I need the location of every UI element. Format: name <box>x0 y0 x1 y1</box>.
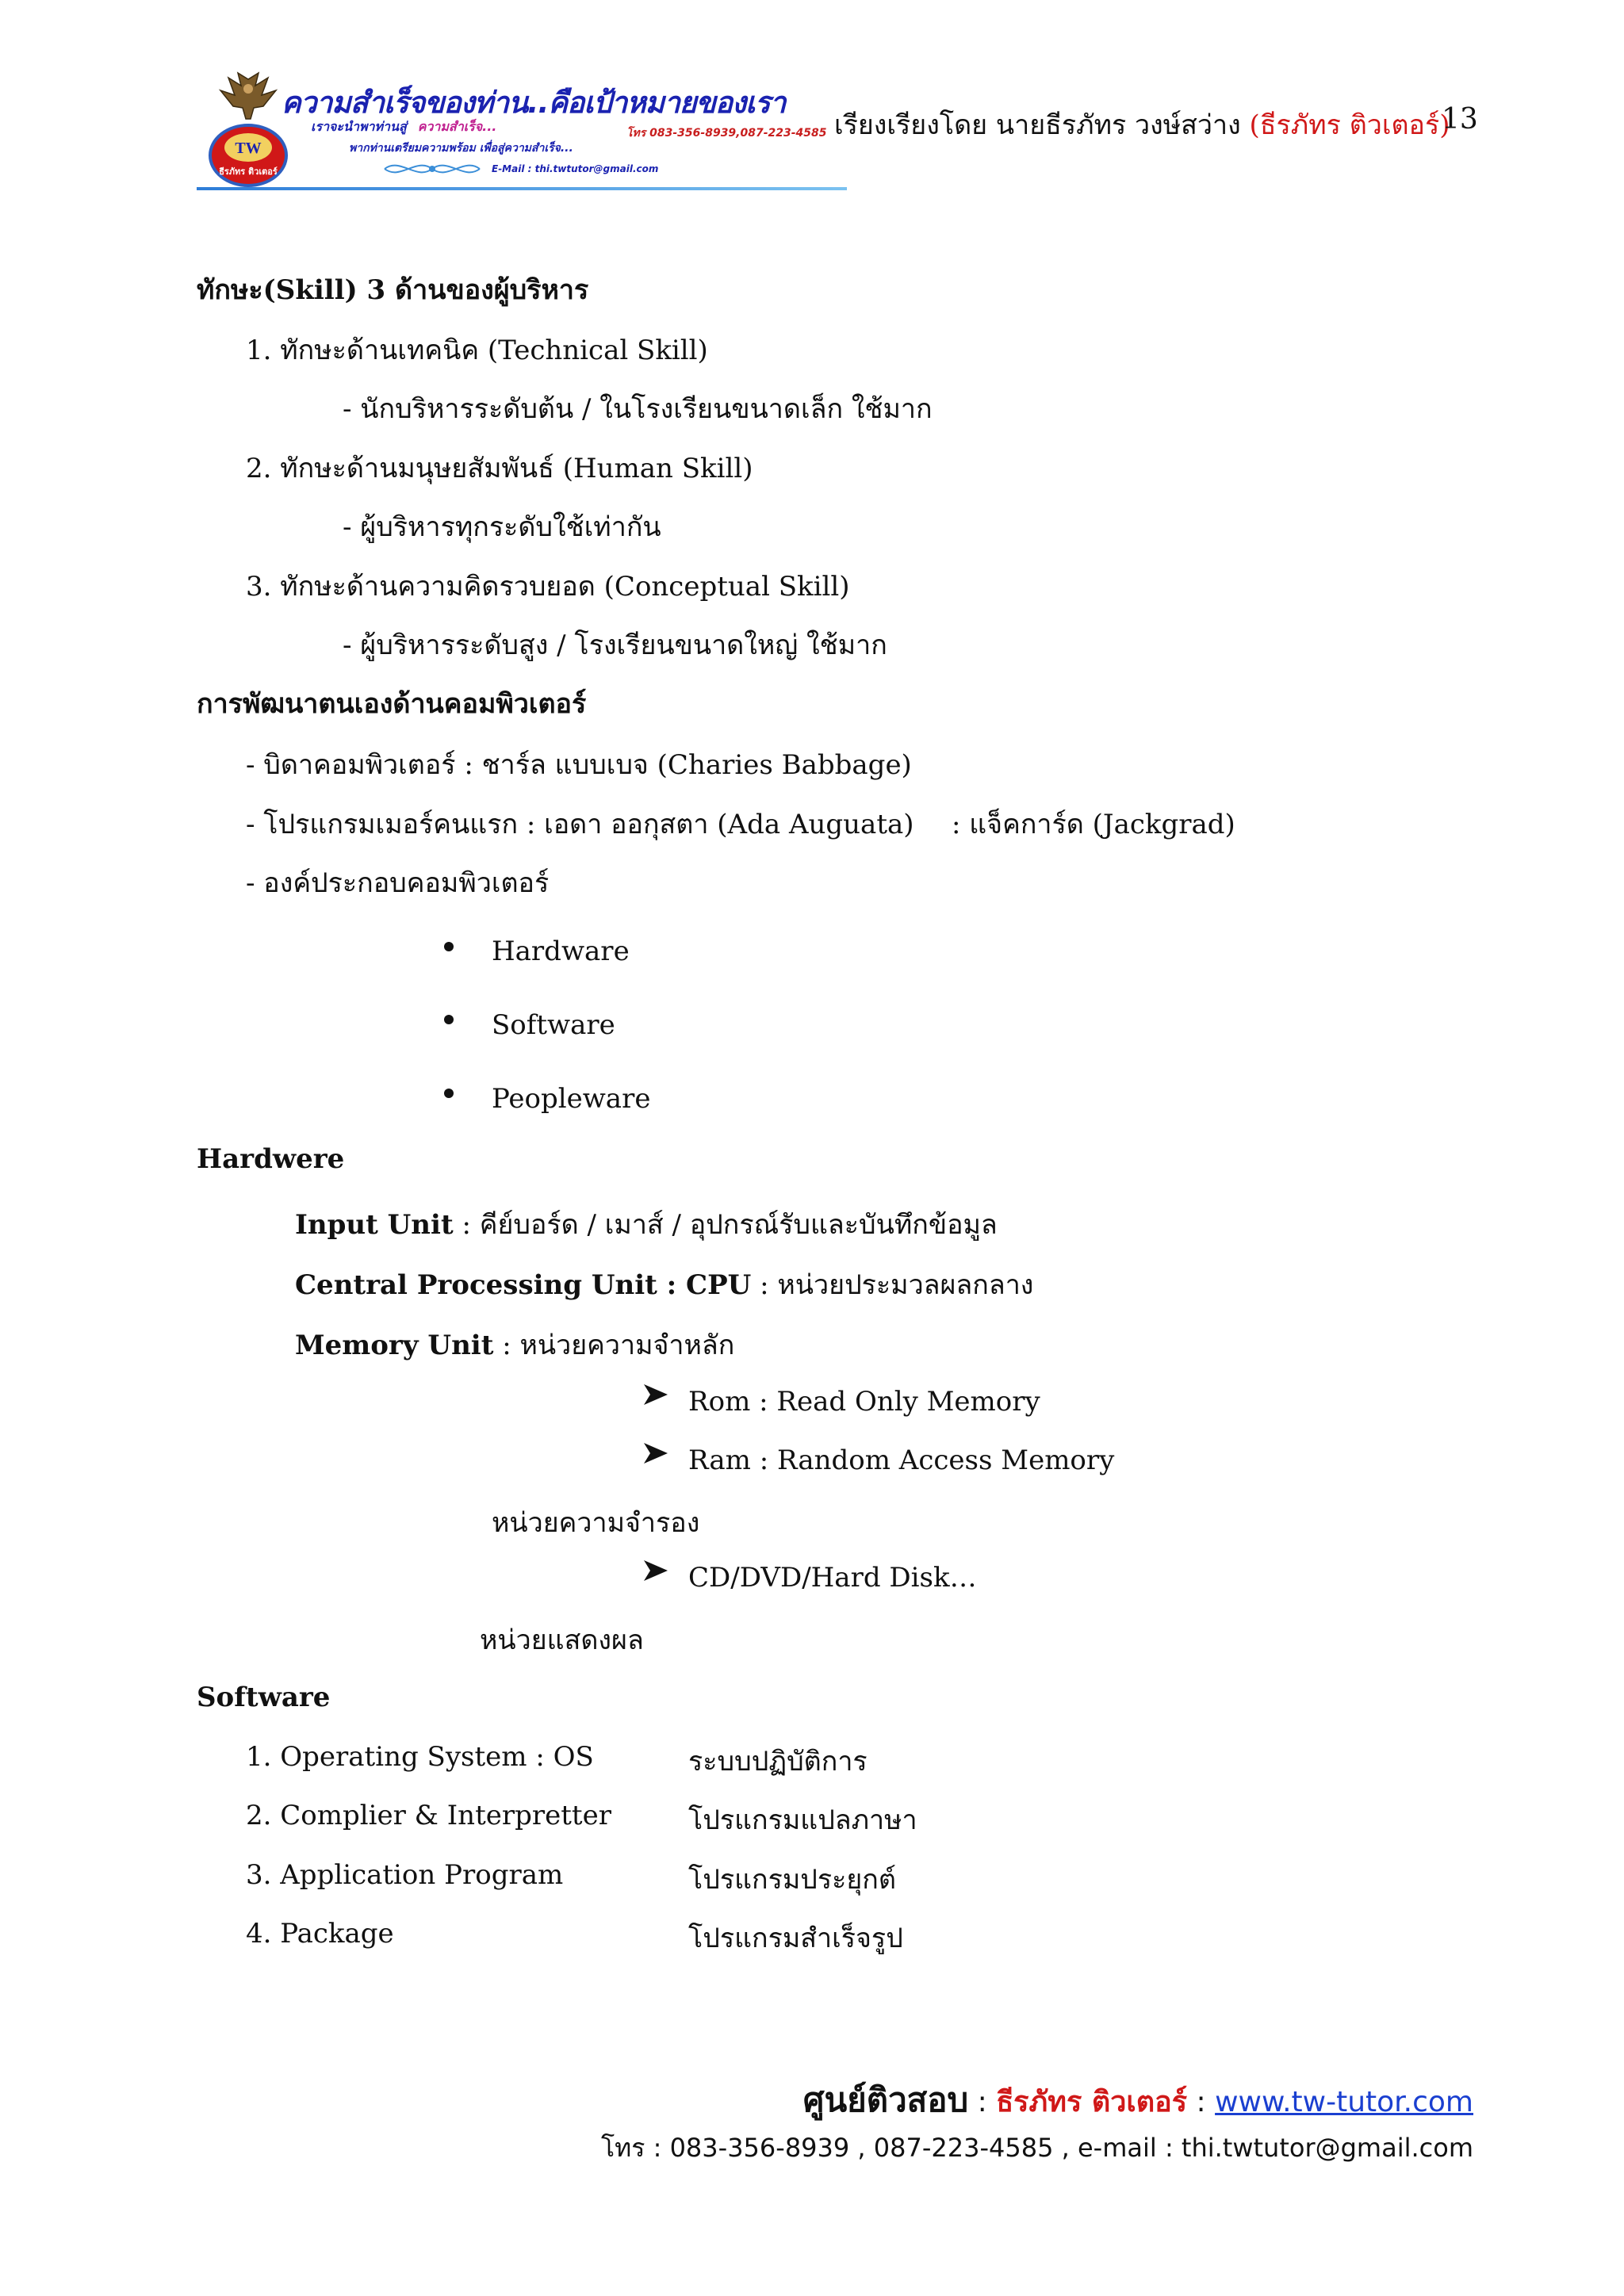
output-unit-label: หน่วยแสดงผล <box>480 1624 644 1656</box>
software-row-3-en: 3. Application Program <box>246 1859 564 1891</box>
cpu-desc: : หน่วยประมวลผลกลาง <box>751 1269 1034 1301</box>
logo-tw-text: TW <box>235 140 262 157</box>
software-heading: Software <box>197 1682 331 1713</box>
logo-caption: ธีรภัทร ติวเตอร์ <box>219 166 278 177</box>
computer-heading: การพัฒนาตนเองด้านคอมพิวเตอร์ <box>197 688 587 720</box>
software-row-2-en: 2. Complier & Interpretter <box>246 1800 611 1831</box>
computer-first-programmer: - โปรแกรมเมอร์คนแรก : เอดา ออกุสตา (Ada Auguata) <box>246 809 914 840</box>
hardware-input-unit <box>295 1203 998 1246</box>
memory-rom: Rom : Read Only Memory <box>688 1386 1040 1418</box>
hardware-cpu <box>295 1263 1033 1306</box>
component-item-1: Hardware <box>492 936 630 967</box>
computer-components-label: - องค์ประกอบคอมพิวเตอร์ <box>246 867 550 899</box>
input-unit-label: Input Unit <box>295 1209 454 1241</box>
header-divider <box>197 187 847 190</box>
skill-item-3-detail: - ผู้บริหารระดับสูง / โรงเรียนขนาดใหญ่ ใช้มาก <box>343 629 887 661</box>
page-number: 13 <box>1442 103 1478 136</box>
footer-separator-1: : <box>968 2086 997 2118</box>
software-row-3-th: โปรแกรมประยุกต์ <box>688 1864 896 1896</box>
header-email: E-Mail : thi.twtutor@gmail.com <box>492 163 659 174</box>
arrow-bullet-icon <box>642 1383 669 1406</box>
skill-item-1-detail: - นักบริหารระดับต้น / ในโรงเรียนขนาดเล็ก ใช้มาก <box>343 393 933 425</box>
header-slogan: ความสำเร็จของท่าน..คือเป้าหมายของเรา <box>282 86 786 120</box>
arrow-bullet-icon <box>642 1559 669 1582</box>
component-item-2: Software <box>492 1009 615 1041</box>
cpu-label: Central Processing Unit : CPU <box>295 1269 752 1301</box>
skill-item-2-title: 2. ทักษะด้านมนุษยสัมพันธ์ (Human Skill) <box>246 453 753 484</box>
footer-center-line <box>803 2074 1473 2126</box>
software-row-1-en: 1. Operating System : OS <box>246 1741 594 1773</box>
header-phone: โทร 083-356-8939,087-223-4585 <box>626 127 827 140</box>
software-row-4-en: 4. Package <box>246 1918 394 1950</box>
footer-brand: ธีรภัทร ติวเตอร์ <box>996 2086 1188 2118</box>
computer-first-programmer-extra: : แจ็คการ์ด (Jackgrad) <box>952 809 1235 840</box>
footer-center-name: ศูนย์ติวสอบ <box>802 2080 969 2119</box>
footer-contact: โทร : 083-356-8939 , 087-223-4585 , e-mail : thi.twtutor@gmail.com <box>600 2133 1473 2163</box>
author-prefix: เรียงเรียงโดย นายธีรภัทร วงษ์สว่าง <box>834 109 1241 141</box>
skill-item-3-title: 3. ทักษะด้านความคิดรวบยอด (Conceptual Skill) <box>246 571 850 603</box>
skill-item-2-detail: - ผู้บริหารทุกระดับใช้เท่ากัน <box>343 511 661 543</box>
header-subline-1-text: เราจะนำพาท่านสู่ <box>311 119 407 134</box>
header-author <box>834 103 1450 146</box>
bullet-icon <box>444 942 454 951</box>
header-subline-1-red: ความสำเร็จ... <box>417 119 497 134</box>
memory-unit-label: Memory Unit <box>295 1330 494 1361</box>
header-subline-2: พากท่านเตรียมความพร้อม เพื่อสู่ความสำเร็จ... <box>349 142 573 155</box>
input-unit-desc: : คีย์บอร์ด / เมาส์ / อุปกรณ์รับและบันทึกข้อมูล <box>453 1209 998 1241</box>
computer-father: - บิดาคอมพิวเตอร์ : ชาร์ล แบบเบจ (Charies Babbage) <box>246 749 912 781</box>
skill-item-1-title: 1. ทักษะด้านเทคนิค (Technical Skill) <box>246 335 708 366</box>
hardware-heading: Hardwere <box>197 1143 345 1175</box>
memory-ram: Ram : Random Access Memory <box>688 1445 1115 1476</box>
footer-website-link[interactable]: www.tw-tutor.com <box>1215 2086 1473 2118</box>
bullet-icon <box>444 1015 454 1024</box>
author-brand: (ธีรภัทร ติวเตอร์) <box>1249 109 1450 141</box>
memory-unit-desc: : หน่วยความจำหลัก <box>493 1330 735 1361</box>
hardware-memory-unit <box>295 1323 734 1366</box>
storage-item: CD/DVD/Hard Disk… <box>688 1562 977 1594</box>
software-row-2-th: โปรแกรมแปลภาษา <box>688 1804 917 1836</box>
software-row-4-th: โปรแกรมสำเร็จรูป <box>688 1923 903 1954</box>
header-subline-1 <box>311 117 496 137</box>
ornament-icon <box>377 157 488 181</box>
footer-separator-2: : <box>1187 2086 1216 2118</box>
bullet-icon <box>444 1089 454 1098</box>
software-row-1-th: ระบบปฏิบัติการ <box>688 1746 868 1777</box>
storage-unit-label: หน่วยความจำรอง <box>492 1507 700 1539</box>
skills-heading: ทักษะ(Skill) 3 ด้านของผู้บริหาร <box>197 274 589 306</box>
component-item-3: Peopleware <box>492 1083 651 1115</box>
arrow-bullet-icon <box>642 1441 669 1465</box>
